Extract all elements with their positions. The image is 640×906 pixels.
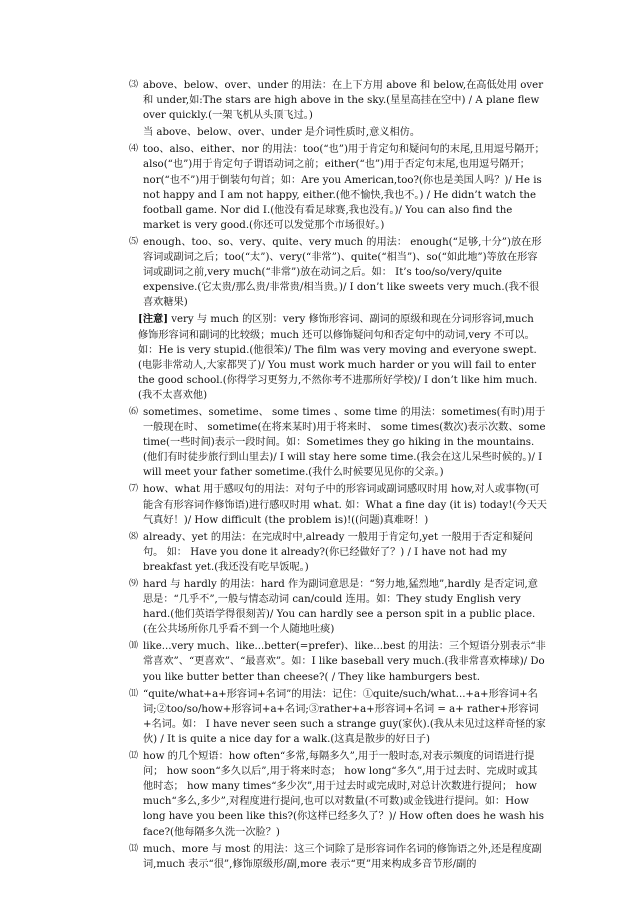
section-number: ⒀ [129,843,139,854]
note-text: very 与 much 的区别：very 修饰形容词、副词的原级和现在分词形容词,much 修饰形容词和副词的比较级；much 还可以修饰疑问句和否定句中的动词,very 不可以。如：He is very stupid.(他很笨)/ The film was very moving and everyone swept.(电影非常动人,大家都哭了)/ You must work much harder or you will fail to enter the good school.(你得学习更努力,不然你考不进那所好学校)/ I don’t like him much.(我不太喜欢他) [138,314,538,401]
section-10 [129,639,547,684]
section-number: ⑼ [129,579,139,589]
section-text: enough、too、so、very、quite、very much 的用法： enough(“足够,十分”)放在形容词或副词之后；too(“太”)、very(“非常”)、quite(“相当”)、so(“如此地”)等放在形容词或副词之前,very much(“非常”)放在动词之后。如： It’s too/so/very/quite expensive.(它太贵/那么贵/非常贵/相当贵。)/ I don’t like sweets very much.(我不很喜欢糖果) [143,236,542,309]
section-text: how、what 用于感叹句的用法：对句子中的形容词或副词感叹时用 how,对人或事物(可能含有形容词作修饰语)进行感叹时用 what. 如：What a fine day (it is) today!(今天天气真好！)/ How difficult (the problem is)!((问题)真难呀！) [143,484,547,526]
section-9 [129,577,547,637]
section-7 [129,482,547,527]
document-body [129,78,547,874]
section-text: hard 与 hardly 的用法：hard 作为副词意思是：“努力地,猛烈地”,hardly 是否定词,意思是：“几乎不”,一般与情态动词 can/could 连用。如：They study English very hard.(他们英语学得很刻苦)/ You can hardly see a person spit in a public place.(在公共场所你几乎看不到一个人随地吐痰) [143,579,538,636]
note-tag: [注意] [138,313,169,326]
section-11 [129,687,547,747]
section-text: too、also、either、nor 的用法：too(“也”)用于肯定句和疑问句的末尾,且用逗号隔开；also(“也”)用于肯定句子谓语动词之前；either(“也”)用于否定句末尾,也用逗号隔开；nor(“也不”)用于倒装句句首；如：Are you American,too?(你也是美国人吗？)/ He is not happy and I am not happy, either.(他不愉快,我也不。) / He didn’t watch the football game. Nor did I.(他没有看足球赛,我也没有。)/ You can also find the market is very good.(你还可以发觉那个市场很好。) [143,144,545,231]
attention-note [129,312,547,403]
section-8 [129,530,547,575]
section-text: much、more 与 most 的用法：这三个词除了是形容词作名词的修饰语之外,还是程度副词,much 表示“很”,修饰原级形/副,more 表示“更”用来构成多音节形/副的 [143,843,542,870]
section-4 [129,142,547,233]
section-number: ⑾ [129,688,139,699]
section-number: ⑷ [129,144,139,155]
section-number: ⑹ [129,406,139,417]
section-text: sometimes、sometime、 some times 、some time 的用法：sometimes(有时)用于一般现在时、 sometime(在将来某时)用于将来时、 some times(数次)表示次数、some time(一些时间)表示一段时间。如：Sometimes they go hiking in the mountains.(他们有时徒步旅行到山里去)/ I will stay here some time.(我会在这儿呆些时候的。)/ I will meet your father sometime.(我什么时候要见见你的父亲。) [143,406,546,479]
section-text: already、yet 的用法：在完成时中,already 一般用于肯定句,yet 一般用于否定和疑问句。 如： Have you done it already?(你已经做好了？) / I have not had my breakfast yet.(我还没有吃早饭呢。) [143,531,533,573]
section-number: ⑸ [129,236,139,247]
section-text: “quite/what+a+形容词+名词”的用法：记住：①quite/such/what...+a+形容词+名词;②too/so/how+形容词+a+名词;③rather+a+形容词+名词 = a+ rather+形容词+名词。如： I have never seen such a strange guy(家伙).(我从未见过这样奇怪的家伙) / It is quite a nice day for a walk.(这真是散步的好日子) [143,688,546,745]
section-text: above、below、over、under 的用法：在上下方用 above 和 below,在高低处用 over 和 under,如:The stars are high above in the sky.(星星高挂在空中) / A plane flew over quickly.(一架飞机从头顶飞过。) [143,80,544,122]
section-6 [129,405,547,480]
section-number: ⑻ [129,531,139,542]
section-3 [129,78,547,123]
section-3-note: 当 above、below、over、under 是介词性质时,意义相仿。 [143,127,421,139]
section-13 [129,842,547,872]
section-12 [129,749,547,840]
section-number: ⑺ [129,484,139,495]
section-number: ⑿ [129,751,139,762]
section-5 [129,235,547,310]
section-text: like...very much、like...better(=prefer)、like...best 的用法：三个短语分别表示“非常喜欢”、“更喜欢”、“最喜欢”。如：I like baseball very much.(我非常喜欢棒球)/ Do you like butter better than cheese?( / They like hamburgers best. [143,641,546,683]
section-number: ⑽ [129,641,139,652]
section-text: how 的几个短语：how often“多常,每隔多久”,用于一般时态,对表示频度的词语进行提问； how soon“多久以后”,用于将来时态； how long“多久”,用于过去时、完成时或其他时态； how many times“多少次”,用于过去时或完成时,对总计次数进行提问； how much“多么,多少”,对程度进行提问,也可以对数量(不可数)或金钱进行提问。如：How long have you been like this?(你这样已经多久了？)/ How often does he wash his face?(他每隔多久洗一次脸？) [143,751,544,838]
section-number: ⑶ [129,80,139,90]
